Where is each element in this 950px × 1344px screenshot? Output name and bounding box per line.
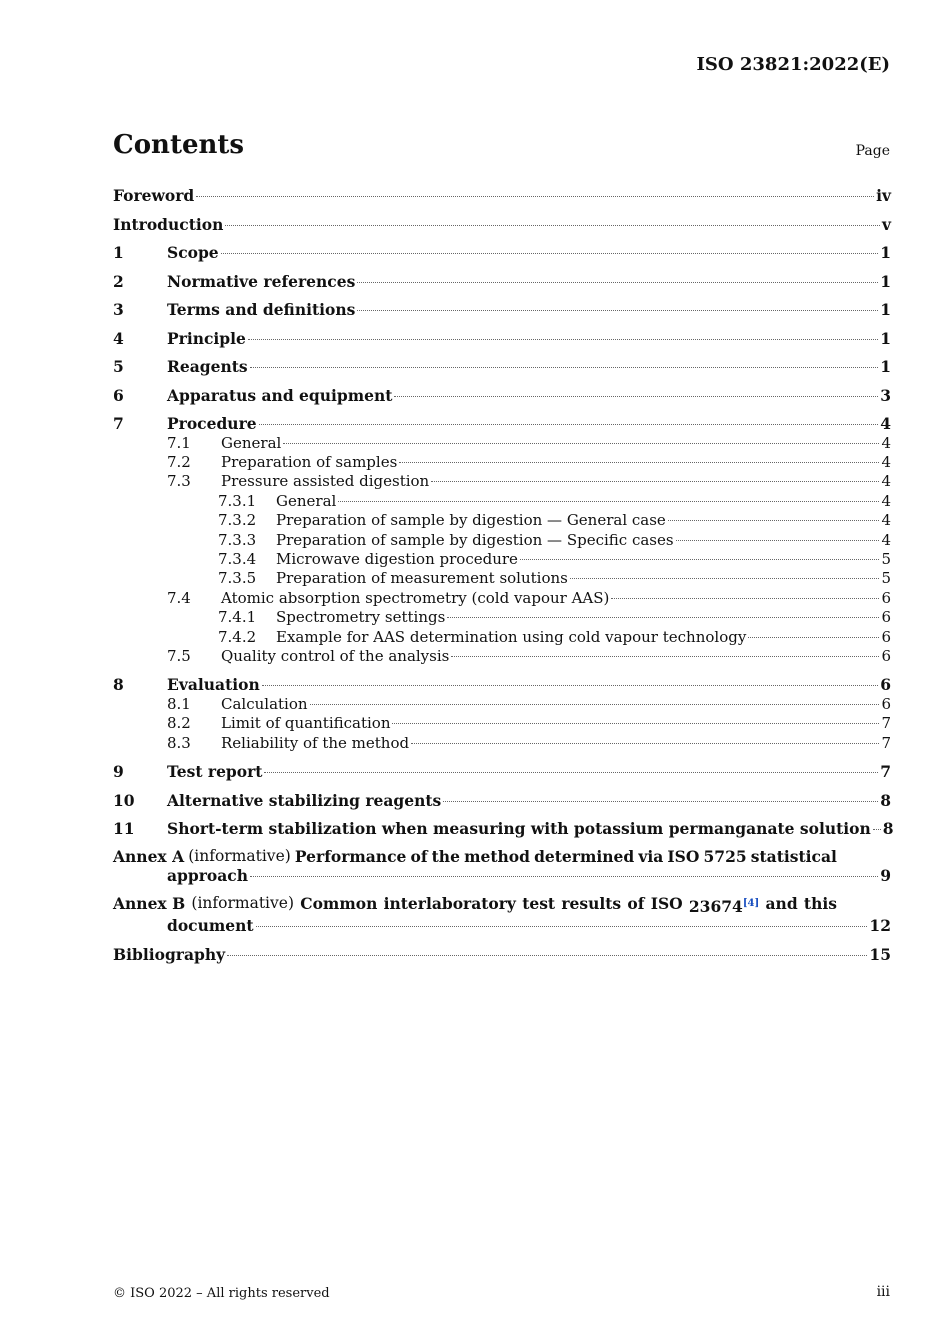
- annex-title-word: ISO: [667, 846, 700, 866]
- document-id: ISO 23821:2022(E): [696, 54, 890, 75]
- toc-entry-annex-a[interactable]: [113, 847, 891, 886]
- toc-title: Bibliography: [113, 944, 226, 964]
- toc-page: 7: [881, 714, 891, 733]
- annex-title-word: and: [765, 893, 798, 913]
- toc-title: Principle: [167, 328, 246, 348]
- toc-entry-short-term-stabilization[interactable]: [113, 819, 894, 839]
- toc-title: Test report: [167, 762, 263, 782]
- toc-entry-7-3-1[interactable]: [113, 492, 891, 511]
- table-of-contents: [113, 186, 894, 964]
- toc-number: 7.3.4: [218, 549, 257, 568]
- annex-type: (informative): [191, 893, 294, 912]
- annex-title-word: method: [464, 846, 530, 866]
- leader-dots: [283, 443, 879, 444]
- toc-entry-introduction[interactable]: [113, 215, 891, 235]
- annex-title-word: determined: [534, 846, 635, 866]
- toc-number: 1: [113, 243, 124, 262]
- toc-number: 7.4.1: [218, 608, 257, 627]
- toc-page: 7: [880, 762, 891, 782]
- toc-page: 4: [881, 530, 891, 549]
- toc-title: Introduction: [113, 214, 224, 234]
- toc-page: 6: [880, 675, 891, 695]
- leader-dots: [221, 253, 879, 254]
- page-column-label: Page: [855, 143, 890, 159]
- leader-dots: [520, 559, 880, 560]
- toc-entry-bibliography[interactable]: [113, 945, 891, 965]
- toc-entry-7-5[interactable]: [113, 647, 891, 666]
- leader-dots: [338, 501, 879, 502]
- toc-entry-annex-b[interactable]: [113, 894, 891, 936]
- toc-title: Scope: [167, 243, 219, 262]
- toc-entry-7-2[interactable]: [113, 453, 891, 472]
- toc-page: 6: [881, 694, 891, 713]
- annex-title-word: statistical: [750, 846, 837, 866]
- leader-dots: [399, 462, 879, 463]
- toc-number: 7.5: [167, 646, 191, 665]
- toc-entry-7-4-2[interactable]: [113, 628, 891, 647]
- leader-dots: [248, 339, 878, 340]
- toc-title: Reagents: [167, 357, 248, 376]
- toc-number: 7: [113, 414, 124, 433]
- toc-title: Apparatus and equipment: [167, 385, 393, 405]
- toc-number: 7.3.3: [218, 530, 257, 549]
- toc-title: Preparation of sample by digestion — Specific cases: [276, 530, 674, 549]
- annex-b-line1: [113, 894, 837, 917]
- toc-page: 4: [881, 491, 891, 510]
- toc-page: 1: [880, 271, 891, 291]
- toc-entry-7-3[interactable]: [113, 472, 891, 491]
- toc-title: Terms and definitions: [167, 300, 356, 319]
- toc-entry-7-3-4[interactable]: [113, 550, 891, 569]
- annex-b-line2: [113, 916, 891, 936]
- toc-number: 7.3.5: [218, 569, 257, 588]
- toc-entry-7-3-3[interactable]: [113, 531, 891, 550]
- toc-entry-8-2[interactable]: [113, 714, 891, 733]
- toc-page: 12: [869, 916, 891, 936]
- toc-page: 9: [880, 866, 891, 886]
- iso-number: 23674: [688, 896, 743, 916]
- annex-iso-number: [689, 894, 759, 917]
- toc-title: Quality control of the analysis: [221, 646, 450, 665]
- toc-entry-alternative-reagents[interactable]: [113, 791, 891, 811]
- toc-number: 5: [113, 357, 124, 376]
- copyright-notice: © ISO 2022 – All rights reserved: [113, 1286, 330, 1301]
- leader-dots: [264, 772, 878, 773]
- leader-dots: [668, 520, 880, 521]
- leader-dots: [431, 481, 879, 482]
- toc-title: Pressure assisted digestion: [221, 472, 430, 491]
- annex-label: Annex B: [113, 893, 186, 913]
- annex-title-word: Performance: [294, 846, 407, 866]
- leader-dots: [357, 310, 878, 311]
- leader-dots: [196, 196, 874, 197]
- toc-entry-apparatus[interactable]: [113, 386, 891, 406]
- toc-title: Reliability of the method: [221, 733, 410, 752]
- toc-page: 5: [881, 549, 891, 568]
- toc-title: Atomic absorption spectrometry (cold vapour AAS): [221, 588, 610, 607]
- toc-number: 2: [113, 271, 124, 291]
- toc-title: Microwave digestion procedure: [276, 549, 518, 568]
- bibliography-reference-link[interactable]: [4]: [742, 897, 760, 909]
- annex-title-word: ISO: [650, 893, 683, 913]
- leader-dots: [443, 801, 878, 802]
- toc-title: Calculation: [221, 694, 308, 713]
- toc-entry-scope[interactable]: [113, 243, 891, 263]
- toc-entry-terms-definitions[interactable]: [113, 300, 891, 320]
- page-title: Contents: [113, 130, 245, 160]
- toc-entry-test-report[interactable]: [113, 762, 891, 782]
- toc-title: Preparation of sample by digestion — General case: [276, 511, 666, 530]
- leader-dots: [451, 656, 879, 657]
- toc-entry-principle[interactable]: [113, 329, 891, 349]
- toc-title: Alternative stabilizing reagents: [167, 790, 442, 810]
- toc-page: v: [881, 214, 891, 234]
- toc-entry-normative-references[interactable]: [113, 272, 891, 292]
- toc-title: Foreword: [113, 186, 195, 205]
- toc-number: 7.4: [167, 588, 191, 607]
- toc-number: 8.3: [167, 733, 191, 752]
- toc-page: 1: [880, 300, 891, 319]
- leader-dots: [357, 282, 878, 283]
- toc-page: 4: [881, 472, 891, 491]
- leader-dots: [447, 617, 879, 618]
- leader-dots: [676, 540, 880, 541]
- toc-title: General: [221, 433, 282, 452]
- annex-title-word: of: [627, 893, 645, 913]
- toc-page: 1: [880, 357, 891, 376]
- annex-title-word: via: [638, 846, 664, 866]
- annex-title-word: Common: [300, 893, 378, 913]
- toc-entry-7-3-2[interactable]: [113, 511, 891, 530]
- toc-page: 4: [881, 433, 891, 452]
- toc-page: 3: [880, 385, 891, 405]
- annex-title-cont: approach: [167, 866, 248, 886]
- toc-number: 9: [113, 762, 124, 782]
- toc-page: 6: [881, 646, 891, 665]
- toc-title: Short-term stabilization when measuring with potassium permanganate solution: [167, 819, 871, 839]
- toc-entry-7-3-5[interactable]: [113, 569, 891, 588]
- annex-a-line2: [113, 866, 891, 886]
- toc-title: Preparation of samples: [221, 452, 398, 471]
- toc-number: 8: [113, 675, 124, 695]
- leader-dots: [250, 367, 879, 368]
- annex-title-word: 5725: [703, 846, 747, 866]
- annex-type: (informative): [188, 846, 291, 865]
- leader-dots: [225, 225, 880, 226]
- toc-number: 3: [113, 300, 124, 319]
- toc-page: 4: [880, 414, 891, 433]
- toc-title: General: [276, 491, 337, 510]
- toc-page: 6: [881, 608, 891, 627]
- leader-dots: [611, 598, 879, 599]
- toc-title: Preparation of measurement solutions: [276, 569, 568, 588]
- toc-page: 8: [880, 790, 891, 810]
- toc-entry-foreword[interactable]: [113, 186, 891, 206]
- toc-number: 7.1: [167, 433, 191, 452]
- toc-number: 8.1: [167, 694, 191, 713]
- leader-dots: [411, 743, 879, 744]
- leader-dots: [259, 424, 879, 425]
- toc-title: Evaluation: [167, 675, 260, 695]
- toc-number: 7.3.1: [218, 491, 257, 510]
- toc-title: Limit of quantification: [221, 714, 391, 733]
- annex-a-line1: [113, 847, 837, 867]
- toc-page: 5: [881, 569, 891, 588]
- toc-title: Spectrometry settings: [276, 608, 446, 627]
- toc-number: 7.2: [167, 452, 191, 471]
- toc-entry-8-3[interactable]: [113, 734, 891, 753]
- toc-page: 1: [880, 243, 891, 262]
- toc-number: 8.2: [167, 714, 191, 733]
- toc-number: 4: [113, 328, 124, 348]
- toc-page: 1: [880, 328, 891, 348]
- toc-number: 7.4.2: [218, 627, 257, 646]
- toc-page: 15: [869, 944, 891, 964]
- annex-title-word: this: [803, 893, 837, 913]
- toc-number: 10: [113, 790, 135, 810]
- annex-title-word: results: [561, 893, 622, 913]
- toc-entry-procedure[interactable]: [113, 414, 891, 434]
- toc-page: 8: [882, 819, 894, 839]
- toc-entry-7-4[interactable]: [113, 589, 891, 608]
- toc-page: 6: [881, 627, 891, 646]
- toc-entry-7-1[interactable]: [113, 434, 891, 453]
- toc-entry-8-1[interactable]: [113, 695, 891, 714]
- toc-number: 7.3: [167, 472, 191, 491]
- toc-page: 4: [881, 452, 891, 471]
- annex-label: Annex A: [113, 846, 185, 866]
- toc-entry-7-4-1[interactable]: [113, 608, 891, 627]
- leader-dots: [392, 723, 879, 724]
- toc-entry-reagents[interactable]: [113, 357, 891, 377]
- leader-dots: [310, 704, 880, 705]
- leader-dots: [394, 396, 878, 397]
- toc-title: Procedure: [167, 414, 257, 433]
- toc-page: iv: [876, 186, 891, 205]
- toc-page: 6: [881, 588, 891, 607]
- leader-dots: [250, 876, 878, 877]
- annex-title-word: the: [431, 846, 460, 866]
- annex-title-word: test: [522, 893, 556, 913]
- annex-title-cont: document: [167, 916, 254, 936]
- leader-dots: [570, 578, 880, 579]
- toc-page: 4: [881, 511, 891, 530]
- toc-title: Normative references: [167, 271, 356, 291]
- toc-title: Example for AAS determination using cold vapour technology: [276, 627, 747, 646]
- leader-dots: [873, 829, 881, 830]
- annex-title-word: of: [410, 846, 428, 866]
- leader-dots: [256, 926, 868, 927]
- annex-title-word: interlaboratory: [383, 893, 516, 913]
- leader-dots: [748, 637, 879, 638]
- toc-page: 7: [881, 733, 891, 752]
- toc-number: 11: [113, 819, 135, 839]
- leader-dots: [262, 685, 878, 686]
- leader-dots: [227, 955, 867, 956]
- toc-number: 6: [113, 385, 124, 405]
- page-number: iii: [876, 1284, 890, 1300]
- toc-entry-evaluation[interactable]: [113, 675, 891, 695]
- toc-number: 7.3.2: [218, 511, 257, 530]
